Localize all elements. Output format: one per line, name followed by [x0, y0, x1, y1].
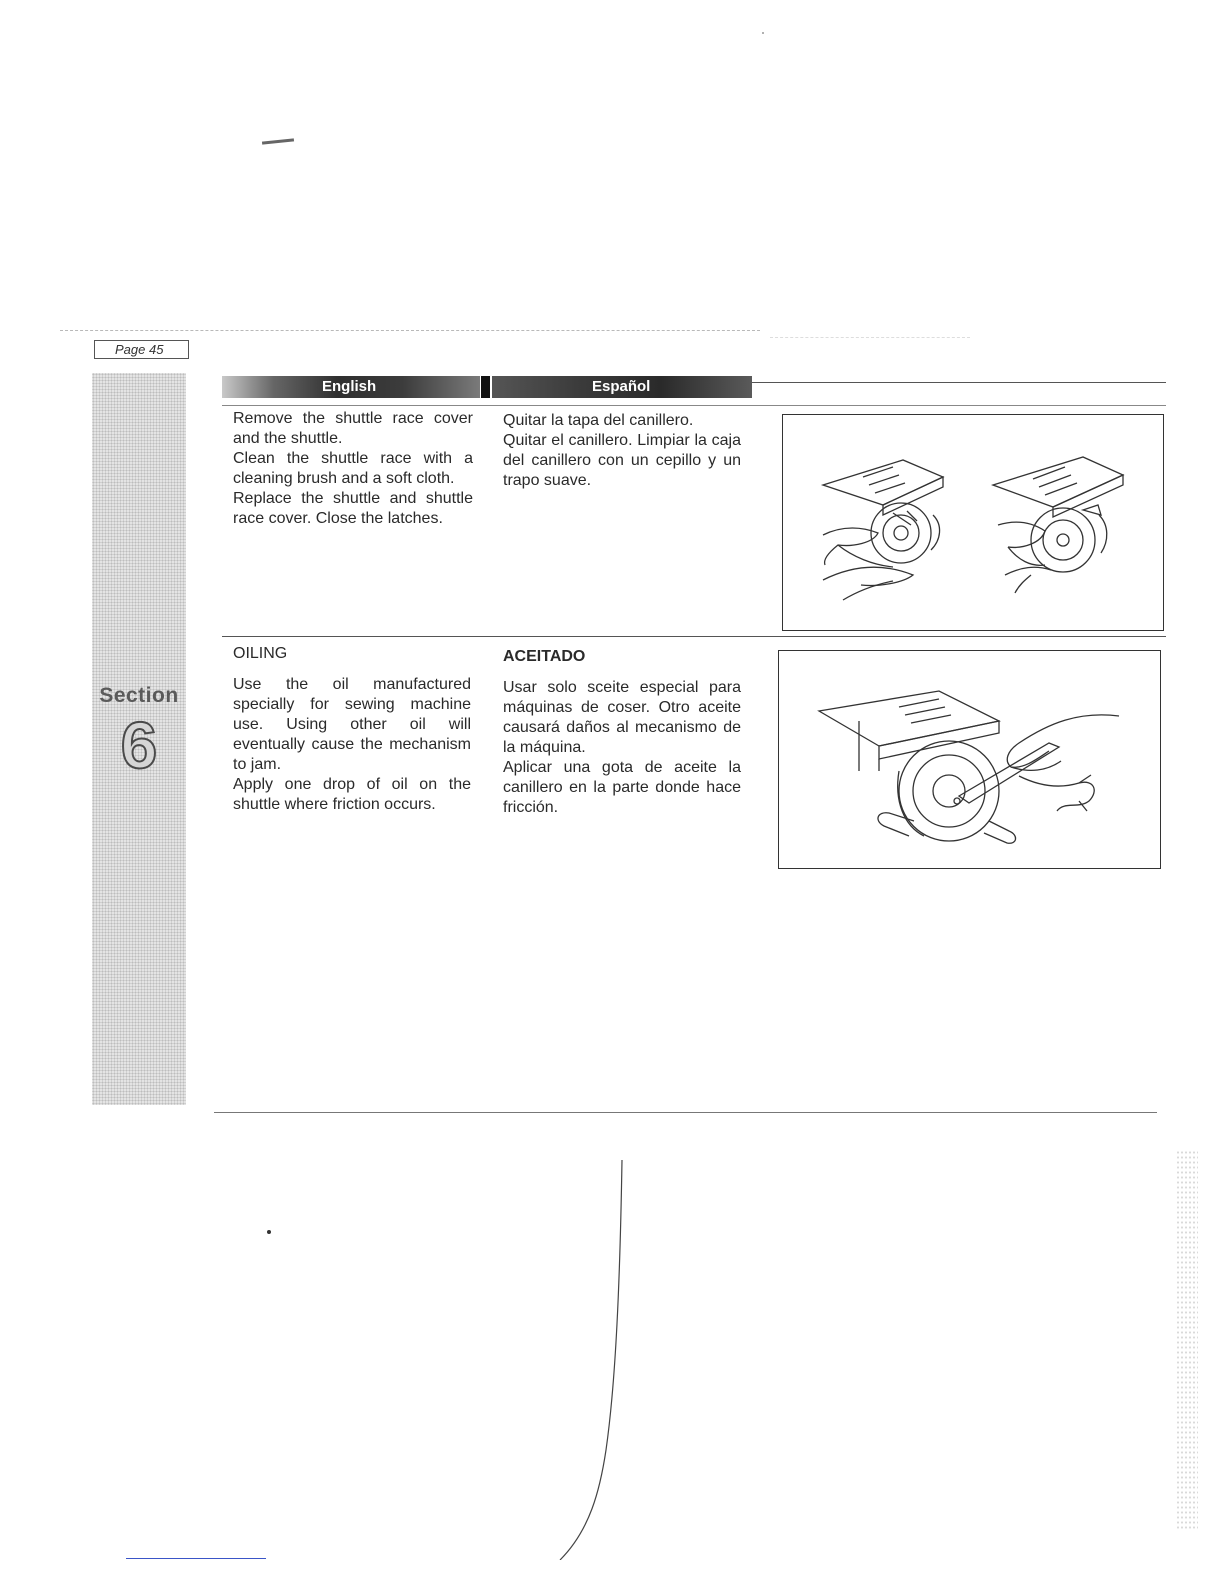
- spanish-header: Español: [492, 376, 752, 398]
- oiling-english-text: [233, 675, 471, 815]
- cleaning-english-text: [233, 409, 473, 529]
- section-number: 6: [120, 708, 158, 782]
- scan-dotted-line: [60, 330, 760, 331]
- scan-speck: [762, 32, 764, 34]
- header-rule: [752, 382, 1166, 383]
- oiling-spanish-paragraph: Usar solo sceite especial para máquinas de coser. Otro aceite causará daños al mecanismo de la máquina.: [503, 679, 741, 756]
- cleaning-spanish-step: Quitar la tapa del canillero.: [503, 412, 694, 429]
- cleaning-spanish-step: Quitar el canillero. Limpiar la caja del canillero con un cepillo y un trapo suave.: [503, 432, 741, 489]
- scan-blue-line: [126, 1558, 266, 1559]
- bottom-rule: [214, 1112, 1157, 1113]
- oiling-english-paragraph: Use the oil manufactured specially for sewing machine use. Using other oil will eventually cause the mechanism to jam.: [233, 676, 471, 773]
- scan-speck: [267, 1230, 271, 1234]
- cleaning-english-step: Replace the shuttle and shuttle race cover. Close the latches.: [233, 490, 473, 527]
- english-header: English: [222, 376, 480, 398]
- oiling-english-paragraph: Apply one drop of oil on the shuttle where friction occurs.: [233, 776, 471, 813]
- header-rule-lower: [222, 405, 1166, 406]
- shuttle-removal-figure: [782, 414, 1164, 631]
- shuttle-removal-illustration: [783, 415, 1163, 630]
- cleaning-spanish-text: [503, 411, 741, 491]
- shuttle-oiling-figure: [778, 650, 1161, 869]
- cleaning-english-step: Clean the shuttle race with a cleaning brush and a soft cloth.: [233, 450, 473, 487]
- scan-stray-line: [550, 1160, 630, 1560]
- header-divider: [481, 376, 490, 398]
- scan-mark: [262, 138, 294, 144]
- page-label: Page 45: [94, 340, 189, 359]
- section-label: Section: [99, 684, 179, 707]
- cleaning-english-step: Remove the shuttle race cover and the shuttle.: [233, 410, 473, 447]
- scan-edge-noise: [1176, 1150, 1198, 1530]
- oiling-english-title: OILING: [233, 645, 288, 662]
- section-rule: [222, 636, 1166, 637]
- shuttle-oiling-illustration: [779, 651, 1160, 868]
- oiling-spanish-text: [503, 678, 741, 818]
- oiling-spanish-title: ACEITADO: [503, 648, 586, 665]
- oiling-spanish-paragraph: Aplicar una gota de aceite la canillero en la parte donde hace fricción.: [503, 759, 741, 816]
- scan-dotted-line-faint: [770, 337, 970, 338]
